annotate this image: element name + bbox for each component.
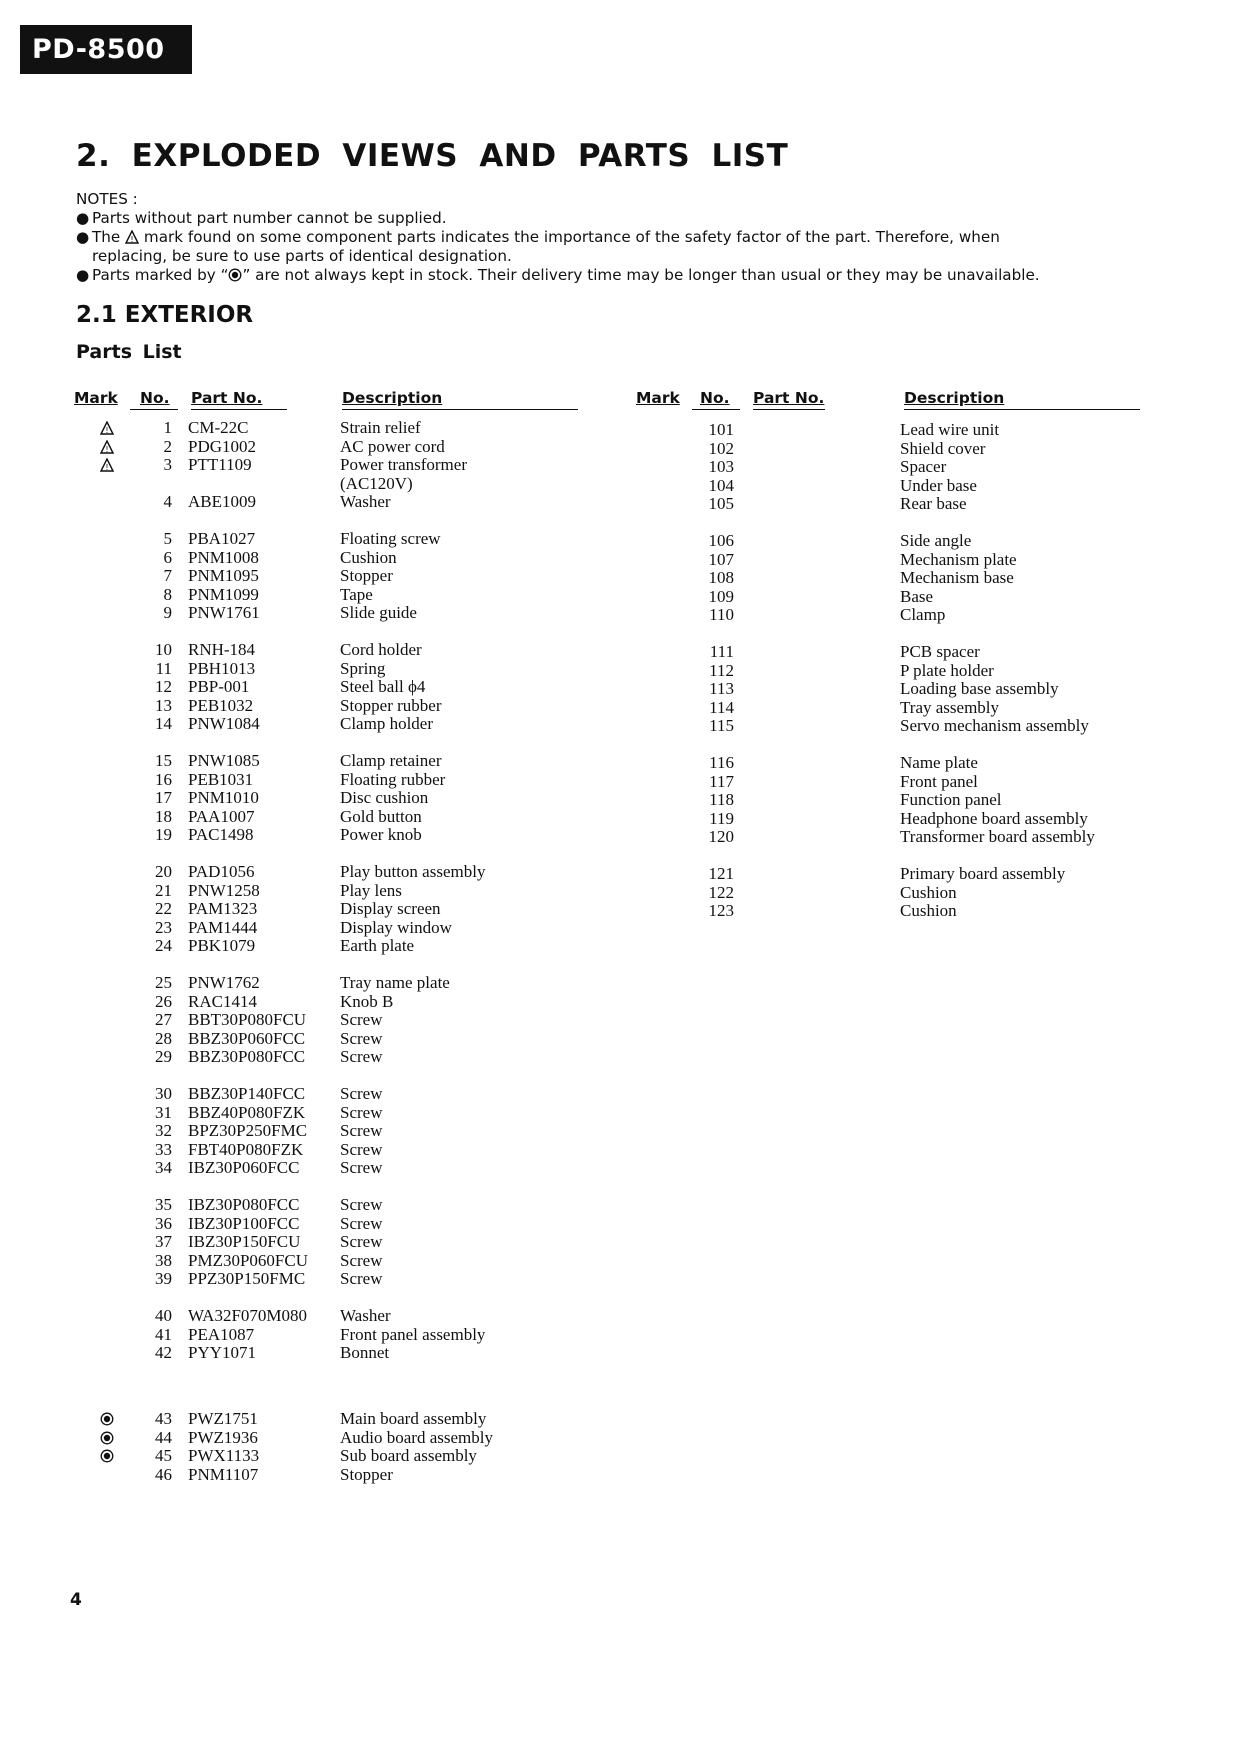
left-header-description: Description bbox=[342, 389, 443, 407]
part-description: Base bbox=[900, 586, 934, 606]
part-item-number: 24 bbox=[155, 936, 172, 956]
part-description: Cord holder bbox=[340, 640, 422, 659]
part-number: BBZ40P080FZK bbox=[188, 1102, 306, 1122]
part-item-number: 114 bbox=[709, 697, 734, 717]
part-number: PAD1056 bbox=[188, 862, 255, 881]
part-item-number: 12 bbox=[155, 677, 172, 697]
part-item-number: 9 bbox=[163, 603, 172, 623]
stock-mark-icon bbox=[228, 268, 242, 282]
part-item-number: 38 bbox=[155, 1250, 172, 1270]
part-item-number: 27 bbox=[155, 1010, 172, 1030]
svg-text:!: ! bbox=[105, 463, 109, 473]
part-item-number: 8 bbox=[163, 584, 172, 604]
model-label: PD-8500 bbox=[20, 25, 192, 74]
part-description: Servo mechanism assembly bbox=[900, 716, 1089, 736]
part-description: Play lens bbox=[340, 880, 402, 900]
part-item-number: 118 bbox=[709, 790, 734, 810]
part-description: Cushion bbox=[900, 882, 957, 902]
part-item-number: 104 bbox=[708, 475, 734, 495]
part-number: PAM1323 bbox=[188, 899, 258, 919]
left-header-rule-no bbox=[130, 409, 178, 410]
part-item-number: 4 bbox=[163, 492, 172, 512]
part-item-number: 112 bbox=[709, 660, 734, 680]
svg-text:!: ! bbox=[105, 426, 109, 435]
part-description: Function panel bbox=[900, 790, 1002, 810]
part-item-number: 35 bbox=[155, 1195, 172, 1214]
part-item-number: 32 bbox=[155, 1121, 172, 1141]
notes-heading: NOTES : bbox=[76, 190, 138, 208]
part-item-number: 18 bbox=[155, 806, 172, 826]
part-description: Screw bbox=[340, 1047, 383, 1067]
part-description: Stopper bbox=[340, 1464, 393, 1484]
part-item-number: 3 bbox=[163, 455, 172, 475]
part-number: PBA1027 bbox=[188, 529, 256, 548]
part-number: BBZ30P140FCC bbox=[188, 1084, 306, 1103]
part-description: Under base bbox=[900, 475, 977, 495]
part-description: Transformer board assembly bbox=[900, 827, 1095, 847]
part-item-number: 43 bbox=[155, 1409, 172, 1428]
part-description: PCB spacer bbox=[900, 642, 980, 661]
part-number: PBP-001 bbox=[188, 677, 250, 697]
part-item-number: 36 bbox=[155, 1213, 172, 1233]
part-description: Stopper rubber bbox=[340, 695, 442, 715]
part-item-number: 120 bbox=[708, 827, 734, 847]
part-item-number: 41 bbox=[155, 1324, 172, 1344]
part-description: Display window bbox=[340, 917, 452, 937]
part-number: PNW1085 bbox=[188, 751, 260, 770]
part-item-number: 33 bbox=[155, 1139, 172, 1159]
part-number: PBH1013 bbox=[188, 658, 256, 678]
stock-mark-icon bbox=[92, 1446, 122, 1465]
part-item-number: 6 bbox=[163, 547, 172, 567]
part-description: Slide guide bbox=[340, 603, 417, 623]
part-number: RAC1414 bbox=[188, 991, 257, 1011]
stock-mark-icon bbox=[92, 1409, 122, 1428]
part-description: Shield cover bbox=[900, 438, 986, 458]
left-header-rule-desc bbox=[342, 409, 578, 410]
part-description: Spacer bbox=[900, 457, 947, 477]
part-number: PNM1107 bbox=[188, 1464, 259, 1484]
part-description: Display screen bbox=[340, 899, 441, 919]
part-number: PDG1002 bbox=[188, 436, 257, 456]
part-description: Clamp bbox=[900, 605, 946, 625]
part-description: Floating screw bbox=[340, 529, 441, 548]
part-item-number: 16 bbox=[155, 769, 172, 789]
part-description: Bonnet bbox=[340, 1343, 390, 1363]
part-description: Tray assembly bbox=[900, 697, 1000, 717]
part-description: Screw bbox=[340, 1028, 383, 1048]
bullet-icon: ● bbox=[76, 228, 90, 246]
part-item-number: 39 bbox=[155, 1269, 172, 1289]
part-description: Cushion bbox=[900, 901, 957, 921]
part-number: PAC1498 bbox=[188, 825, 254, 845]
part-number: PNW1761 bbox=[188, 603, 260, 623]
part-item-number: 107 bbox=[708, 549, 734, 569]
part-item-number: 117 bbox=[709, 771, 734, 791]
part-item-number: 102 bbox=[708, 438, 734, 458]
part-item-number: 14 bbox=[155, 714, 172, 734]
safety-warning-icon bbox=[92, 455, 122, 474]
part-description: Screw bbox=[340, 1010, 383, 1030]
part-description: Tray name plate bbox=[340, 973, 450, 992]
part-description: Front panel assembly bbox=[340, 1324, 486, 1344]
part-description: Screw bbox=[340, 1250, 383, 1270]
part-description: Cushion bbox=[340, 547, 397, 567]
part-number: PNW1084 bbox=[188, 714, 260, 734]
part-item-number: 122 bbox=[708, 882, 734, 902]
part-item-number: 119 bbox=[709, 808, 734, 828]
right-header-rule-part bbox=[753, 409, 825, 410]
part-number: PAA1007 bbox=[188, 806, 255, 826]
part-item-number: 108 bbox=[708, 568, 734, 588]
part-item-number: 116 bbox=[709, 753, 734, 772]
right-header-description: Description bbox=[904, 389, 1005, 407]
part-description: Rear base bbox=[900, 494, 967, 514]
part-item-number: 13 bbox=[155, 695, 172, 715]
right-header-part-no: Part No. bbox=[753, 389, 825, 407]
part-number: IBZ30P100FCC bbox=[188, 1213, 300, 1233]
part-description: Mechanism base bbox=[900, 568, 1014, 588]
part-number: ABE1009 bbox=[188, 492, 256, 512]
part-description: Stopper bbox=[340, 566, 393, 586]
parts-list-subtitle: Parts List bbox=[76, 341, 182, 363]
part-item-number: 101 bbox=[708, 420, 734, 439]
part-number: PEA1087 bbox=[188, 1324, 255, 1344]
part-description: Knob B bbox=[340, 991, 394, 1011]
page-title: 2. EXPLODED VIEWS AND PARTS LIST bbox=[76, 138, 789, 174]
part-number: IBZ30P080FCC bbox=[188, 1195, 300, 1214]
part-description: Screw bbox=[340, 1232, 383, 1252]
part-description: Power transformer bbox=[340, 455, 467, 475]
left-header-mark: Mark bbox=[74, 389, 118, 407]
part-item-number: 103 bbox=[708, 457, 734, 477]
part-item-number: 19 bbox=[155, 825, 172, 845]
part-number: PNM1099 bbox=[188, 584, 259, 604]
part-item-number: 46 bbox=[155, 1464, 172, 1484]
part-item-number: 109 bbox=[708, 586, 734, 606]
svg-text:!: ! bbox=[105, 444, 109, 454]
note-line-4: ● Parts marked by “ ” are not always kept in stock. Their delivery time may be longer than usual or they may be unavailable. bbox=[76, 266, 1040, 284]
part-item-number: 111 bbox=[709, 642, 734, 661]
part-item-number: 23 bbox=[155, 917, 172, 937]
part-item-number: 17 bbox=[155, 788, 172, 808]
part-item-number: 22 bbox=[155, 899, 172, 919]
part-description: P plate holder bbox=[900, 660, 994, 680]
part-description: (AC120V) bbox=[340, 473, 413, 493]
part-item-number: 42 bbox=[155, 1343, 172, 1363]
part-description: Loading base assembly bbox=[900, 679, 1059, 699]
part-item-number: 123 bbox=[708, 901, 734, 921]
part-item-number: 45 bbox=[155, 1446, 172, 1466]
part-description: Screw bbox=[340, 1139, 383, 1159]
part-item-number: 20 bbox=[155, 862, 172, 881]
left-header-part-no: Part No. bbox=[191, 389, 263, 407]
part-item-number: 34 bbox=[155, 1158, 172, 1178]
part-number: BBZ30P080FCC bbox=[188, 1047, 306, 1067]
part-number: PTT1109 bbox=[188, 455, 252, 475]
part-number: PPZ30P150FMC bbox=[188, 1269, 306, 1289]
part-description: Earth plate bbox=[340, 936, 415, 956]
part-description: Sub board assembly bbox=[340, 1446, 477, 1466]
part-description: Gold button bbox=[340, 806, 422, 826]
part-item-number: 28 bbox=[155, 1028, 172, 1048]
part-description: Screw bbox=[340, 1195, 383, 1214]
part-description: Disc cushion bbox=[340, 788, 429, 808]
part-description: Tape bbox=[340, 584, 373, 604]
page-number: 4 bbox=[70, 1590, 82, 1610]
stock-mark-icon bbox=[92, 1428, 122, 1447]
part-description: Clamp retainer bbox=[340, 751, 442, 770]
part-item-number: 115 bbox=[709, 716, 734, 736]
part-description: Screw bbox=[340, 1102, 383, 1122]
left-header-no: No. bbox=[140, 389, 170, 407]
part-item-number: 7 bbox=[163, 566, 172, 586]
part-number: PAM1444 bbox=[188, 917, 258, 937]
part-item-number: 5 bbox=[163, 529, 172, 548]
bullet-icon: ● bbox=[76, 266, 90, 284]
part-number: FBT40P080FZK bbox=[188, 1139, 304, 1159]
part-description: Power knob bbox=[340, 825, 422, 845]
part-description: AC power cord bbox=[340, 436, 445, 456]
safety-warning-icon bbox=[92, 437, 122, 456]
part-item-number: 15 bbox=[155, 751, 172, 770]
part-item-number: 21 bbox=[155, 880, 172, 900]
part-description: Name plate bbox=[900, 753, 978, 772]
part-item-number: 37 bbox=[155, 1232, 172, 1252]
right-header-no: No. bbox=[700, 389, 730, 407]
part-description: Play button assembly bbox=[340, 862, 486, 881]
part-description: Floating rubber bbox=[340, 769, 446, 789]
part-item-number: 29 bbox=[155, 1047, 172, 1067]
part-description: Main board assembly bbox=[340, 1409, 487, 1428]
part-description: Strain relief bbox=[340, 418, 421, 437]
safety-warning-icon bbox=[125, 230, 139, 244]
part-number: WA32F070M080 bbox=[188, 1306, 308, 1325]
right-header-mark: Mark bbox=[636, 389, 680, 407]
part-description: Screw bbox=[340, 1213, 383, 1233]
part-number: RNH-184 bbox=[188, 640, 256, 659]
part-number: PNM1095 bbox=[188, 566, 259, 586]
part-item-number: 105 bbox=[708, 494, 734, 514]
part-description: Screw bbox=[340, 1158, 383, 1178]
part-number: PYY1071 bbox=[188, 1343, 257, 1363]
part-number: BBZ30P060FCC bbox=[188, 1028, 306, 1048]
part-description: Audio board assembly bbox=[340, 1427, 493, 1447]
part-item-number: 30 bbox=[155, 1084, 172, 1103]
part-number: PNM1008 bbox=[188, 547, 259, 567]
part-description: Screw bbox=[340, 1269, 383, 1289]
part-description: Mechanism plate bbox=[900, 549, 1017, 569]
part-description: Washer bbox=[340, 492, 391, 512]
part-description: Headphone board assembly bbox=[900, 808, 1088, 828]
section-title: 2.1 EXTERIOR bbox=[76, 302, 254, 328]
part-item-number: 106 bbox=[708, 531, 734, 550]
part-item-number: 25 bbox=[155, 973, 172, 992]
part-item-number: 44 bbox=[155, 1427, 172, 1447]
part-number: IBZ30P150FCU bbox=[188, 1232, 301, 1252]
part-description: Washer bbox=[340, 1306, 391, 1325]
part-item-number: 113 bbox=[709, 679, 734, 699]
part-description: Steel ball ϕ4 bbox=[340, 677, 426, 697]
part-item-number: 10 bbox=[155, 640, 172, 659]
part-description: Front panel bbox=[900, 771, 978, 791]
svg-text:!: ! bbox=[130, 235, 134, 244]
part-number: PBK1079 bbox=[188, 936, 256, 956]
part-item-number: 26 bbox=[155, 991, 172, 1011]
part-description: Screw bbox=[340, 1121, 383, 1141]
part-number: PWX1133 bbox=[188, 1446, 260, 1466]
part-number: IBZ30P060FCC bbox=[188, 1158, 300, 1178]
note-line-3: replacing, be sure to use parts of identical designation. bbox=[92, 247, 512, 265]
part-item-number: 121 bbox=[708, 864, 734, 883]
bullet-icon: ● bbox=[76, 209, 90, 227]
part-item-number: 40 bbox=[155, 1306, 172, 1325]
part-number: PWZ1936 bbox=[188, 1427, 258, 1447]
notes-block bbox=[76, 190, 1146, 285]
safety-warning-icon bbox=[92, 418, 122, 437]
part-item-number: 1 bbox=[163, 418, 172, 437]
part-number: BBT30P080FCU bbox=[188, 1010, 307, 1030]
part-item-number: 11 bbox=[155, 658, 172, 678]
part-number: PNW1258 bbox=[188, 880, 260, 900]
part-description: Clamp holder bbox=[340, 714, 434, 734]
part-item-number: 2 bbox=[163, 436, 172, 456]
part-number: PEB1031 bbox=[188, 769, 254, 789]
note-line-1: ● Parts without part number cannot be supplied. bbox=[76, 209, 447, 227]
part-number: PNM1010 bbox=[188, 788, 259, 808]
part-item-number: 110 bbox=[709, 605, 734, 625]
part-number: PWZ1751 bbox=[188, 1409, 258, 1428]
part-description: Screw bbox=[340, 1084, 383, 1103]
left-header-rule-part bbox=[191, 409, 287, 410]
part-number: PEB1032 bbox=[188, 695, 254, 715]
part-number: CM-22C bbox=[188, 418, 249, 437]
right-header-rule-no bbox=[692, 409, 740, 410]
note-line-2: ● The ! mark found on some component parts indicates the importance of the safety factor of the part. Therefore, when bbox=[76, 228, 1000, 246]
part-description: Side angle bbox=[900, 531, 972, 550]
part-number: PMZ30P060FCU bbox=[188, 1250, 308, 1270]
part-number: BPZ30P250FMC bbox=[188, 1121, 308, 1141]
part-description: Lead wire unit bbox=[900, 420, 1000, 439]
right-header-rule-desc bbox=[904, 409, 1140, 410]
part-number: PNW1762 bbox=[188, 973, 260, 992]
part-description: Spring bbox=[340, 658, 386, 678]
part-description: Primary board assembly bbox=[900, 864, 1066, 883]
part-item-number: 31 bbox=[155, 1102, 172, 1122]
